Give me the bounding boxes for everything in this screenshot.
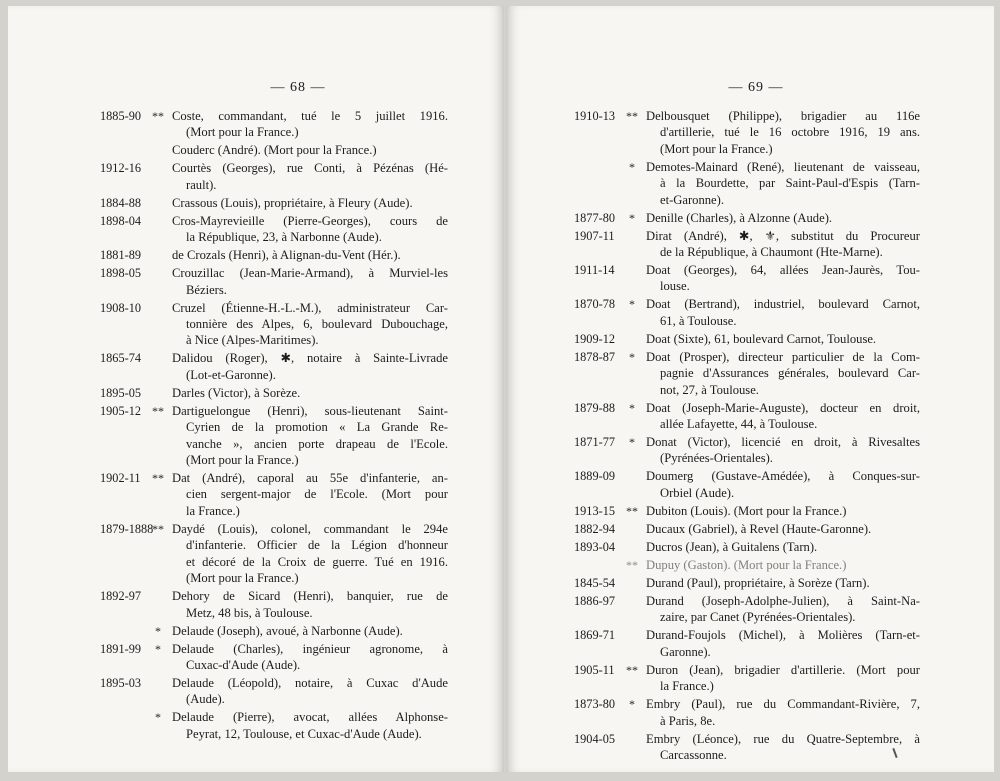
entry-line: d'artillerie, tué le 16 octobre 1916, 19 ans. [660,125,920,140]
entry-line: Dupuy (Gaston). (Mort pour la France.) [646,557,847,572]
list-item [100,470,448,519]
entry-line: à la Bourdette, par Saint-Paul-d'Espis (Tarn- [660,176,920,191]
entry-mark: * [155,710,161,725]
entry-line: Ducros (Jean), à Guitalens (Tarn). [646,539,818,554]
entry-line: Doumerg (Gustave-Amédée), à Conques-sur- [646,469,920,484]
list-item [574,696,920,729]
entry-years: 1889-09 [574,469,615,484]
entry-line: Doat (Georges), 64, allées Jean-Jaurès, Tou- [646,263,920,278]
list-item [574,503,920,519]
entry-line: à Paris, 8e. [660,713,716,728]
entry-text [646,228,920,261]
entry-line: Coste, commandant, tué le 5 juillet 1916. [172,109,448,123]
list-item [100,195,448,211]
entry-text [172,350,448,383]
entry-line: (Mort pour la France.) [186,125,299,140]
entry-text [172,403,448,469]
entry-line: Doat (Bertrand), industriel, boulevard Carnot, [646,297,920,312]
entry-line: Doat (Joseph-Marie-Auguste), docteur en droit, [646,400,920,415]
entry-years: 1912-16 [100,161,141,176]
list-item [100,265,448,298]
list-item [100,521,448,587]
entry-line: Delaude (Léopold), notaire, à Cuxac d'Aude [172,675,448,690]
entry-text [172,142,448,158]
list-item [100,709,448,742]
list-item [574,593,920,626]
entry-text [172,385,448,401]
list-item [100,675,448,708]
list-item [574,731,920,764]
entry-line: Cuxac-d'Aude (Aude). [186,657,301,672]
entry-line: Denille (Charles), à Alzonne (Aude). [646,210,833,225]
entry-line: et décoré de la Croix de guerre. Tué en 1916. [186,554,448,569]
entry-years: 1911-14 [574,263,615,278]
entry-years: 1893-04 [574,539,615,554]
entry-line: Embry (Paul), rue du Commandant-Rivière, 7, [646,697,920,712]
list-item [574,159,920,208]
entry-mark: ** [626,503,638,518]
entry-line: (Pyrénées-Orientales). [660,451,773,466]
entry-mark: * [629,297,635,312]
entry-line: à Nice (Alpes-Maritimes). [186,333,319,348]
entry-line: Doat (Sixte), 61, boulevard Carnot, Toulouse. [646,331,877,346]
entry-line: Delaude (Charles), ingénieur agronome, à [172,641,448,656]
list-item [574,539,920,555]
entry-line: Dubiton (Louis). (Mort pour la France.) [646,503,847,518]
list-item [100,142,448,158]
entry-line: Crouzillac (Jean-Marie-Armand), à Murviel-les [172,266,448,281]
entry-text [646,503,920,519]
entry-line: Doat (Prosper), directeur particulier de la Com- [646,349,920,364]
entry-years: 1886-97 [574,593,615,608]
entry-mark: * [629,435,635,450]
list-item [574,210,920,226]
entry-text [646,696,920,729]
entry-years: 1910-13 [574,109,615,123]
entry-line: Delaude (Joseph), avoué, à Narbonne (Aude). [172,623,403,638]
entry-line: Peyrat, 12, Toulouse, et Cuxac-d'Aude (Aude). [186,726,422,741]
entry-years: 1877-80 [574,210,615,225]
entry-years: 1908-10 [100,300,141,315]
entry-line: Demotes-Mainard (René), lieutenant de vaisseau, [646,159,920,174]
entry-years: 1907-11 [574,228,615,243]
entry-line: la France.) [186,503,240,518]
entry-text [172,265,448,298]
entry-text [646,262,920,295]
list-item [574,627,920,660]
list-item [100,108,448,141]
entry-years: 1905-11 [574,662,615,677]
entry-text [172,521,448,587]
list-item [100,213,448,246]
entry-mark: ** [152,109,164,123]
list-item [100,403,448,469]
entry-line: Ducaux (Gabriel), à Revel (Haute-Garonne). [646,521,872,536]
list-item [100,160,448,193]
entry-years: 1909-12 [574,331,615,346]
entry-line: pagnie d'Assurances générales, boulevard Car- [660,366,920,381]
entry-line: Durand (Paul), propriétaire, à Sorèze (Tarn). [646,575,870,590]
entry-mark: * [629,159,635,174]
entry-line: Dehory de Sicard (Henri), banquier, rue de [172,589,448,604]
entry-mark: * [629,210,635,225]
right-page [506,6,994,772]
entry-years: 1913-15 [574,503,615,518]
entry-years: 1895-03 [100,675,141,690]
list-item [574,662,920,695]
entry-line: (Aude). [186,692,225,707]
entry-line: Couderc (André). (Mort pour la France.) [172,143,377,158]
entry-list [100,108,448,744]
list-item [100,623,448,639]
entry-years: 1869-71 [574,628,615,643]
entry-line: Carcassonne. [660,747,727,762]
entry-text [646,731,920,764]
entry-mark: ** [626,557,638,572]
entry-text [646,296,920,329]
entry-text [172,300,448,349]
entry-text [172,675,448,708]
entry-line: Daydé (Louis), colonel, commandant le 294e [172,521,448,536]
list-item [574,262,920,295]
entry-mark: * [155,623,161,638]
entry-text [172,623,448,639]
entry-text [646,575,920,591]
entry-years: 1879-1888 [100,521,154,536]
list-item [574,228,920,261]
entry-text [646,349,920,398]
entry-line: Embry (Léonce), rue du Quatre-Septembre, à [646,731,920,746]
entry-text [172,213,448,246]
entry-text [172,588,448,621]
entry-line: Crassous (Louis), propriétaire, à Fleury (Aude). [172,195,413,210]
entry-line: de Crozals (Henri), à Alignan-du-Vent (Hér.). [172,248,401,263]
entry-text [646,593,920,626]
list-item [100,588,448,621]
entry-text [646,434,920,467]
entry-years: 1892-97 [100,589,141,604]
list-item [574,468,920,501]
entry-line: (Mort pour la France.) [186,571,299,586]
entry-years: 1865-74 [100,351,141,366]
entry-line: not, 27, à Toulouse. [660,382,759,397]
entry-list [574,108,920,765]
list-item [574,108,920,157]
entry-years: 1878-87 [574,349,615,364]
entry-years: 1870-78 [574,297,615,312]
list-item [574,349,920,398]
entry-line: allée Lafayette, 44, à Toulouse. [660,417,818,432]
entry-line: Duron (Jean), brigadier d'artillerie. (Mort pour [646,662,920,677]
entry-years: 1871-77 [574,435,615,450]
entry-text [646,331,920,347]
entry-line: Garonne). [660,644,711,659]
entry-text [646,468,920,501]
entry-mark: * [155,641,161,656]
entry-line: (Mort pour la France.) [660,141,773,156]
entry-line: Dirat (André), ✱, ⚜, substitut du Procureur [646,228,920,243]
entry-years: 1904-05 [574,731,615,746]
entry-text [646,400,920,433]
entry-text [646,521,920,537]
entry-line: la France.) [660,679,714,694]
list-item [100,350,448,383]
entry-line: Delaude (Pierre), avocat, allées Alphonse- [172,710,448,725]
entry-line: (Lot-et-Garonne). [186,367,276,382]
entry-mark: ** [152,471,164,486]
entry-line: Dalidou (Roger), ✱, notaire à Sainte-Livrade [172,351,448,366]
entry-line: rault). [186,177,217,192]
entry-line: Dat (André), caporal au 55e d'infanterie, an- [172,471,448,486]
entry-line: cien sergent-major de l'Ecole. (Mort pour [186,487,448,502]
entry-line: tonnière des Alpes, 6, boulevard Dubouchage, [186,317,448,332]
entry-years: 1882-94 [574,521,615,536]
page-number: — 68 — [270,80,326,95]
entry-years: 1895-05 [100,385,141,400]
list-item [574,521,920,537]
entry-text [646,662,920,695]
entry-text [646,557,920,573]
entry-text [172,641,448,674]
entry-line: (Mort pour la France.) [186,453,299,468]
entry-line: Durand (Joseph-Adolphe-Julien), à Saint-Na- [646,593,920,608]
entry-line: de la République, à Chaumont (Hte-Marne). [660,245,883,260]
entry-years: 1884-88 [100,195,141,210]
entry-line: 61, à Toulouse. [660,313,737,328]
entry-years: 1898-04 [100,213,141,228]
entry-text [646,210,920,226]
entry-line: Darles (Victor), à Sorèze. [172,385,301,400]
entry-mark: ** [626,109,638,123]
list-item [574,434,920,467]
entry-text [172,108,448,141]
list-item [574,296,920,329]
entry-line: Delbousquet (Philippe), brigadier au 116e [646,109,920,123]
entry-text [172,195,448,211]
entry-line: d'infanterie. Officier de la Légion d'honneur [186,538,448,553]
list-item [100,641,448,674]
left-page [8,6,504,772]
entry-line: Orbiel (Aude). [660,485,735,500]
entry-text [172,709,448,742]
entry-years: 1891-99 [100,641,141,656]
page-number: — 69 — [728,80,784,95]
entry-text [646,159,920,208]
entry-line: Durand-Foujols (Michel), à Molières (Tarn-et- [646,628,920,643]
entry-line: Courtès (Georges), rue Conti, à Pézénas (Hé- [172,161,448,176]
entry-line: zaire, par Canet (Pyrénées-Orientales). [660,610,856,625]
entry-text [646,539,920,555]
entry-line: Cros-Mayrevieille (Pierre-Georges), cours de [172,213,448,228]
entry-years: 1898-05 [100,266,141,281]
entry-text [646,108,920,157]
entry-years: 1885-90 [100,109,141,123]
entry-line: Cruzel (Étienne-H.-L.-M.), administrateur Car- [172,300,448,315]
entry-text [172,247,448,263]
list-item [100,300,448,349]
entry-line: louse. [660,279,690,294]
entry-years: 1905-12 [100,403,141,418]
entry-years: 1902-11 [100,471,141,486]
entry-years: 1879-88 [574,400,615,415]
entry-text [172,160,448,193]
list-item [574,331,920,347]
entry-text [172,470,448,519]
entry-line: Dartiguelongue (Henri), sous-lieutenant Saint- [172,403,448,418]
entry-line: Béziers. [186,282,227,297]
entry-line: la République, 23, à Narbonne (Aude). [186,230,382,245]
entry-mark: ** [626,662,638,677]
entry-years: 1881-89 [100,248,141,263]
list-item [574,557,920,573]
entry-line: et-Garonne). [660,192,724,207]
entry-mark: * [629,400,635,415]
list-item [574,575,920,591]
entry-years: 1873-80 [574,697,615,712]
entry-mark: ** [152,403,164,418]
list-item [100,385,448,401]
entry-mark: * [629,697,635,712]
list-item [574,400,920,433]
entry-line: vanche », ancien porte drapeau de l'Ecole. [186,436,448,451]
entry-text [646,627,920,660]
entry-line: Metz, 48 bis, à Toulouse. [186,605,313,620]
entry-line: Donat (Victor), licencié en droit, à Rivesaltes [646,435,920,450]
entry-mark: * [629,349,635,364]
entry-years: 1845-54 [574,575,615,590]
list-item [100,247,448,263]
entry-line: Cyrien de la promotion « La Grande Re- [186,420,448,435]
entry-mark: ** [152,521,164,536]
